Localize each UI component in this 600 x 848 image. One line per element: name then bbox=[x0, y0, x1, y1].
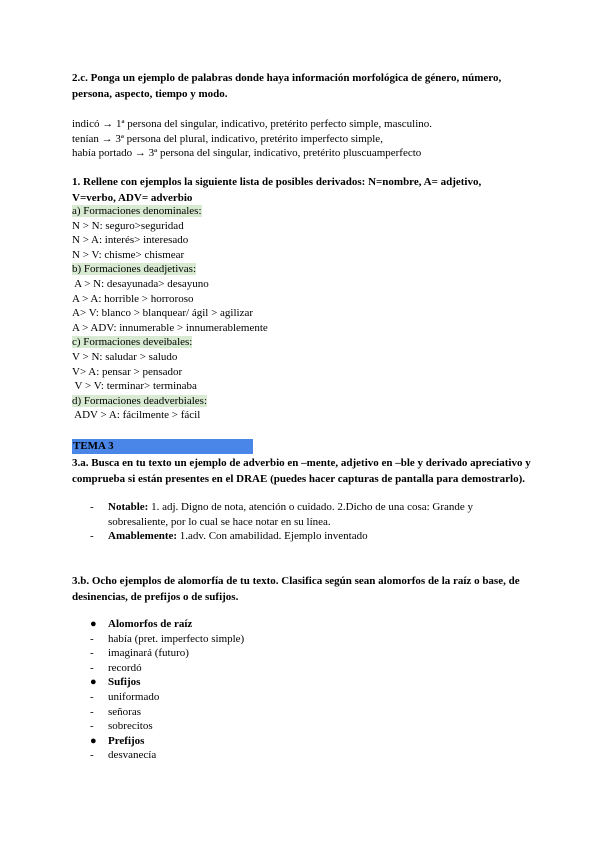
term: Notable: bbox=[108, 501, 149, 513]
section-3b-title: 3.b. Ocho ejemplos de alomorfía de tu texto. Clasifica según sean alomorfos de la raíz o base, de desinencias, de prefijos o de sufijos. bbox=[72, 575, 520, 603]
dash-marker: - bbox=[90, 501, 94, 513]
dash-marker: - bbox=[90, 647, 94, 660]
list-item: N > N: seguro>seguridad bbox=[72, 219, 184, 232]
dash-marker: - bbox=[90, 749, 94, 762]
list-item: V > V: terminar> terminaba bbox=[72, 380, 197, 393]
list-item: ADV > A: fácilmente > fácil bbox=[72, 409, 201, 422]
list-item: señoras bbox=[108, 705, 141, 718]
group-heading: d) Formaciones deadverbiales: bbox=[72, 394, 208, 407]
bullet-item bbox=[72, 617, 532, 632]
definition-item bbox=[72, 529, 492, 544]
list-item: recordó bbox=[108, 661, 142, 674]
bullet-icon: ● bbox=[90, 618, 97, 630]
bullet-item bbox=[72, 675, 532, 690]
list-item: V > N: saludar > saludo bbox=[72, 350, 178, 363]
section-2c-title: 2.c. Ponga un ejemplo de palabras donde haya información morfológica de género, número, persona, aspecto, tiempo y modo. bbox=[72, 72, 502, 100]
tema-heading: TEMA 3 bbox=[72, 439, 253, 454]
bullet-icon: ● bbox=[90, 734, 97, 747]
section-1-list bbox=[72, 204, 532, 423]
bullet-item bbox=[72, 734, 532, 749]
section-3b-list bbox=[72, 617, 532, 763]
list-item: A> V: blanco > blanquear/ ágil > agilizar bbox=[72, 307, 254, 320]
dash-marker: - bbox=[90, 530, 94, 543]
example-line: tenían → 3ª persona del plural, indicativo, pretérito imperfecto simple, bbox=[72, 132, 383, 145]
list-item: V> A: pensar > pensador bbox=[72, 365, 183, 378]
section-1-title: 1. Rellene con ejemplos la siguiente lista de posibles derivados: N=nombre, A= adjetivo, V=verbo, ADV= adverbio bbox=[72, 176, 482, 204]
definition: 1.adv. Con amabilidad. Ejemplo inventado bbox=[177, 530, 368, 543]
list-item: N > V: chisme> chismear bbox=[72, 248, 185, 261]
list-item: A > N: desayunada> desayuno bbox=[72, 277, 209, 290]
bullet-heading: Prefijos bbox=[108, 734, 145, 747]
group-heading: b) Formaciones deadjetivas: bbox=[72, 263, 197, 276]
dash-marker: - bbox=[90, 632, 94, 645]
section-3a-title: 3.a. Busca en tu texto un ejemplo de adverbio en –mente, adjetivo en –ble y derivado apreciativo y comprueba si están presentes en el DRAE (puedes hacer capturas de pantalla para demostrarlo). bbox=[72, 457, 531, 485]
list-item: imaginará (futuro) bbox=[108, 647, 189, 660]
dash-marker: - bbox=[90, 661, 94, 674]
bullet-heading: Sufijos bbox=[108, 676, 141, 689]
group-heading: c) Formaciones deveibales: bbox=[72, 336, 193, 349]
list-item: uniformado bbox=[108, 690, 160, 703]
example-line: indicó → 1ª persona del singular, indicativo, pretérito perfecto simple, masculino. bbox=[72, 118, 432, 130]
bullet-icon: ● bbox=[90, 676, 97, 689]
list-item: A > A: horrible > horroroso bbox=[72, 292, 194, 305]
term: Amablemente: bbox=[108, 530, 178, 543]
list-item: sobrecitos bbox=[108, 720, 153, 733]
dash-marker: - bbox=[90, 720, 94, 733]
list-item: había (pret. imperfecto simple) bbox=[108, 632, 245, 645]
example-line: había portado → 3ª persona del singular, indicativo, pretérito pluscuamperfecto bbox=[72, 147, 422, 160]
group-heading: a) Formaciones denominales: bbox=[72, 205, 202, 217]
definition: 1. adj. Digno de nota, atención o cuidado. 2.Dicho de una cosa: Grande y sobresaliente, por lo cual se hace notar en su línea. bbox=[108, 501, 474, 528]
section-2c-lines bbox=[72, 117, 532, 161]
list-item: desvanecía bbox=[108, 749, 157, 762]
list-item: A > ADV: innumerable > innumerablemente bbox=[72, 321, 268, 334]
definition-item bbox=[72, 500, 492, 529]
dash-marker: - bbox=[90, 705, 94, 718]
bullet-heading: Alomorfos de raíz bbox=[108, 618, 193, 630]
list-item: N > A: interés> interesado bbox=[72, 234, 189, 247]
dash-marker: - bbox=[90, 690, 94, 703]
section-3a-list bbox=[72, 500, 492, 544]
